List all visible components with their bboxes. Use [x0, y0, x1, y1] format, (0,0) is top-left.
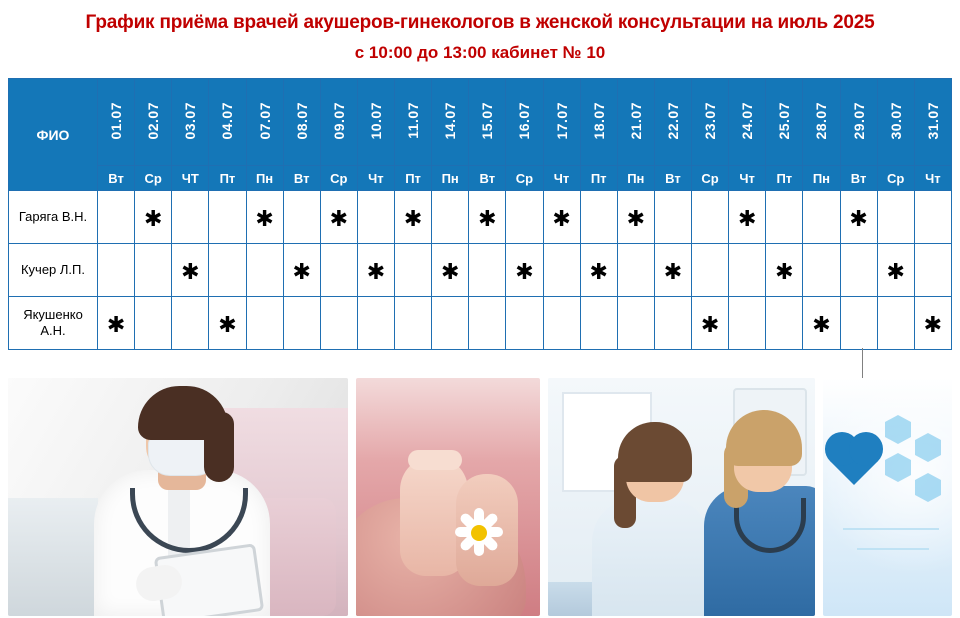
photo-doctor-tablet: [8, 378, 348, 616]
schedule-empty-cell: [283, 297, 320, 350]
date-header: [506, 79, 543, 166]
schedule-mark-cell: [840, 191, 877, 244]
photo-medical-abstract: [823, 378, 952, 616]
schedule-empty-cell: [729, 244, 766, 297]
connector-line: [862, 348, 863, 378]
weekday-cell: Чт: [914, 166, 951, 191]
asterisk-icon: ✱: [626, 206, 646, 231]
asterisk-icon: ✱: [700, 312, 720, 337]
date-label: 18.07: [590, 101, 607, 140]
date-header: [209, 79, 246, 166]
schedule-empty-cell: [766, 297, 803, 350]
weekday-cell: Ср: [877, 166, 914, 191]
date-label: 17.07: [553, 101, 570, 140]
date-label: 09.07: [330, 101, 347, 140]
table-row: [9, 244, 952, 297]
date-header: [914, 79, 951, 166]
hexagon-icon: [915, 480, 941, 495]
weekday-cell: Пн: [246, 166, 283, 191]
schedule-mark-cell: [395, 191, 432, 244]
date-label: 01.07: [108, 101, 125, 140]
asterisk-icon: ✱: [849, 206, 868, 231]
schedule-mark-cell: [469, 191, 506, 244]
date-header: [580, 79, 617, 166]
date-label: 15.07: [479, 101, 496, 140]
photo-strip: [8, 378, 952, 616]
schedule-empty-cell: [877, 297, 914, 350]
asterisk-icon: ✱: [589, 259, 608, 284]
weekday-cell: Вт: [654, 166, 691, 191]
date-header: [729, 79, 766, 166]
schedule-mark-cell: [766, 244, 803, 297]
schedule-empty-cell: [580, 191, 617, 244]
date-header: [320, 79, 357, 166]
schedule-empty-cell: [320, 297, 357, 350]
date-label: 04.07: [219, 101, 236, 140]
asterisk-icon: ✱: [106, 312, 126, 337]
date-header: [395, 79, 432, 166]
asterisk-icon: ✱: [143, 206, 163, 231]
schedule-empty-cell: [729, 297, 766, 350]
divider-line: [843, 528, 939, 530]
page-title: [0, 0, 960, 66]
date-label: 14.07: [442, 101, 459, 140]
schedule-empty-cell: [246, 244, 283, 297]
schedule-empty-cell: [98, 244, 135, 297]
schedule-mark-cell: [580, 244, 617, 297]
schedule-mark-cell: [283, 244, 320, 297]
schedule-empty-cell: [803, 191, 840, 244]
date-label: 22.07: [664, 101, 681, 140]
baby-toes-shape: [408, 450, 462, 470]
schedule-mark-cell: [543, 191, 580, 244]
date-header: [543, 79, 580, 166]
title-line-1: График приёма врачей акушеров-гинекологов в женской консультации на июль 2025: [85, 12, 875, 33]
date-header: [803, 79, 840, 166]
asterisk-icon: ✱: [218, 312, 237, 337]
weekday-cell: Ср: [320, 166, 357, 191]
schedule-container: [8, 78, 952, 350]
schedule-mark-cell: [246, 191, 283, 244]
schedule-empty-cell: [580, 297, 617, 350]
hexagon-icon: [885, 460, 911, 475]
date-header: [766, 79, 803, 166]
date-header: [432, 79, 469, 166]
schedule-empty-cell: [432, 297, 469, 350]
weekday-cell: ЧТ: [172, 166, 209, 191]
weekday-cell: Чт: [543, 166, 580, 191]
schedule-mark-cell: [729, 191, 766, 244]
date-label: 03.07: [182, 101, 199, 140]
schedule-empty-cell: [543, 297, 580, 350]
schedule-empty-cell: [469, 297, 506, 350]
schedule-empty-cell: [617, 244, 654, 297]
asterisk-icon: ✱: [255, 206, 274, 231]
asterisk-icon: ✱: [775, 259, 794, 284]
asterisk-icon: ✱: [552, 206, 571, 231]
weekday-cell: Пн: [803, 166, 840, 191]
schedule-mark-cell: [803, 297, 840, 350]
schedule-empty-cell: [209, 191, 246, 244]
photo-consultation: [548, 378, 815, 616]
asterisk-icon: ✱: [886, 259, 905, 284]
schedule-empty-cell: [246, 297, 283, 350]
asterisk-icon: ✱: [440, 259, 460, 284]
date-label: 11.07: [405, 102, 422, 139]
schedule-empty-cell: [172, 297, 209, 350]
date-header: [98, 79, 135, 166]
schedule-mark-cell: [914, 297, 951, 350]
schedule-empty-cell: [766, 191, 803, 244]
schedule-empty-cell: [357, 191, 394, 244]
schedule-empty-cell: [506, 191, 543, 244]
date-header: [840, 79, 877, 166]
schedule-empty-cell: [803, 244, 840, 297]
asterisk-icon: ✱: [737, 206, 757, 231]
asterisk-icon: ✱: [366, 259, 386, 284]
schedule-mark-cell: [320, 191, 357, 244]
patient-body-shape: [592, 498, 710, 616]
schedule-mark-cell: [506, 244, 543, 297]
weekday-cell: Вт: [469, 166, 506, 191]
schedule-empty-cell: [135, 244, 172, 297]
schedule-mark-cell: [98, 297, 135, 350]
schedule-empty-cell: [209, 244, 246, 297]
schedule-table: [8, 78, 952, 350]
schedule-mark-cell: [432, 244, 469, 297]
date-header: [135, 79, 172, 166]
weekday-cell: Вт: [840, 166, 877, 191]
date-label: 25.07: [776, 101, 793, 140]
schedule-empty-cell: [395, 244, 432, 297]
schedule-empty-cell: [543, 244, 580, 297]
weekday-cell: Пт: [209, 166, 246, 191]
date-label: 31.07: [924, 101, 941, 140]
schedule-empty-cell: [654, 191, 691, 244]
schedule-mark-cell: [209, 297, 246, 350]
schedule-mark-cell: [617, 191, 654, 244]
schedule-empty-cell: [506, 297, 543, 350]
schedule-empty-cell: [172, 191, 209, 244]
doctor-name-cell: Якушенко А.Н.: [9, 297, 98, 350]
schedule-empty-cell: [320, 244, 357, 297]
schedule-empty-cell: [617, 297, 654, 350]
asterisk-icon: ✱: [812, 312, 831, 337]
schedule-empty-cell: [914, 244, 951, 297]
asterisk-icon: ✱: [478, 206, 497, 231]
date-label: 21.07: [627, 101, 644, 140]
daisy-flower-icon: [452, 506, 506, 560]
date-label: 07.07: [256, 101, 273, 140]
schedule-mark-cell: [357, 244, 394, 297]
weekday-cell: Пт: [395, 166, 432, 191]
cabinet-shape: [8, 498, 98, 616]
asterisk-icon: ✱: [663, 259, 683, 284]
weekday-cell: Пт: [580, 166, 617, 191]
date-label: 10.07: [367, 101, 384, 140]
weekday-cell: Ср: [135, 166, 172, 191]
schedule-empty-cell: [692, 244, 729, 297]
doctor-name-cell: Гаряга В.Н.: [9, 191, 98, 244]
table-row: [9, 191, 952, 244]
schedule-empty-cell: [914, 191, 951, 244]
schedule-empty-cell: [840, 244, 877, 297]
weekday-cell: Ср: [506, 166, 543, 191]
date-header: [692, 79, 729, 166]
schedule-empty-cell: [395, 297, 432, 350]
schedule-empty-cell: [840, 297, 877, 350]
date-header: [654, 79, 691, 166]
schedule-mark-cell: [692, 297, 729, 350]
schedule-mark-cell: [172, 244, 209, 297]
weekday-cell: Пн: [432, 166, 469, 191]
weekday-cell: Чт: [357, 166, 394, 191]
doctor-name-cell: Кучер Л.П.: [9, 244, 98, 297]
weekday-cell: Вт: [98, 166, 135, 191]
dates-row: [9, 79, 952, 166]
date-header: [617, 79, 654, 166]
schedule-table-head: [9, 79, 952, 191]
date-label: 29.07: [850, 101, 867, 140]
weekday-cell: Чт: [729, 166, 766, 191]
date-header: [283, 79, 320, 166]
schedule-empty-cell: [135, 297, 172, 350]
schedule-empty-cell: [654, 297, 691, 350]
date-label: 28.07: [813, 101, 830, 140]
hair-side-shape: [204, 412, 234, 482]
date-label: 24.07: [739, 101, 756, 140]
schedule-empty-cell: [283, 191, 320, 244]
asterisk-icon: ✱: [181, 259, 200, 284]
date-header: [172, 79, 209, 166]
date-label: 16.07: [516, 101, 533, 140]
table-row: [9, 297, 952, 350]
asterisk-icon: ✱: [923, 312, 943, 337]
weekday-cell: Пн: [617, 166, 654, 191]
asterisk-icon: ✱: [292, 259, 311, 284]
date-header: [357, 79, 394, 166]
weekday-cell: Вт: [283, 166, 320, 191]
asterisk-icon: ✱: [515, 259, 534, 284]
hexagon-icon: [885, 422, 911, 437]
weekday-cell: Ср: [692, 166, 729, 191]
asterisk-icon: ✱: [403, 206, 423, 231]
schedule-mark-cell: [877, 244, 914, 297]
schedule-empty-cell: [877, 191, 914, 244]
schedule-empty-cell: [469, 244, 506, 297]
date-header: [246, 79, 283, 166]
date-header: [877, 79, 914, 166]
schedule-empty-cell: [432, 191, 469, 244]
schedule-empty-cell: [98, 191, 135, 244]
weekdays-row: [9, 166, 952, 191]
schedule-empty-cell: [692, 191, 729, 244]
title-line-2: с 10:00 до 13:00 кабинет № 10: [354, 43, 606, 62]
date-label: 23.07: [702, 101, 719, 140]
asterisk-icon: ✱: [329, 206, 349, 231]
date-header: [469, 79, 506, 166]
weekday-cell: Пт: [766, 166, 803, 191]
date-label: 08.07: [293, 101, 310, 140]
schedule-empty-cell: [357, 297, 394, 350]
divider-line: [857, 548, 929, 550]
schedule-table-body: [9, 191, 952, 350]
date-label: 02.07: [145, 101, 162, 140]
date-label: 30.07: [887, 101, 904, 140]
fio-column-header: ФИО: [9, 79, 98, 191]
photo-baby-feet: [356, 378, 540, 616]
hexagon-icon: [915, 440, 941, 455]
schedule-mark-cell: [135, 191, 172, 244]
schedule-mark-cell: [654, 244, 691, 297]
